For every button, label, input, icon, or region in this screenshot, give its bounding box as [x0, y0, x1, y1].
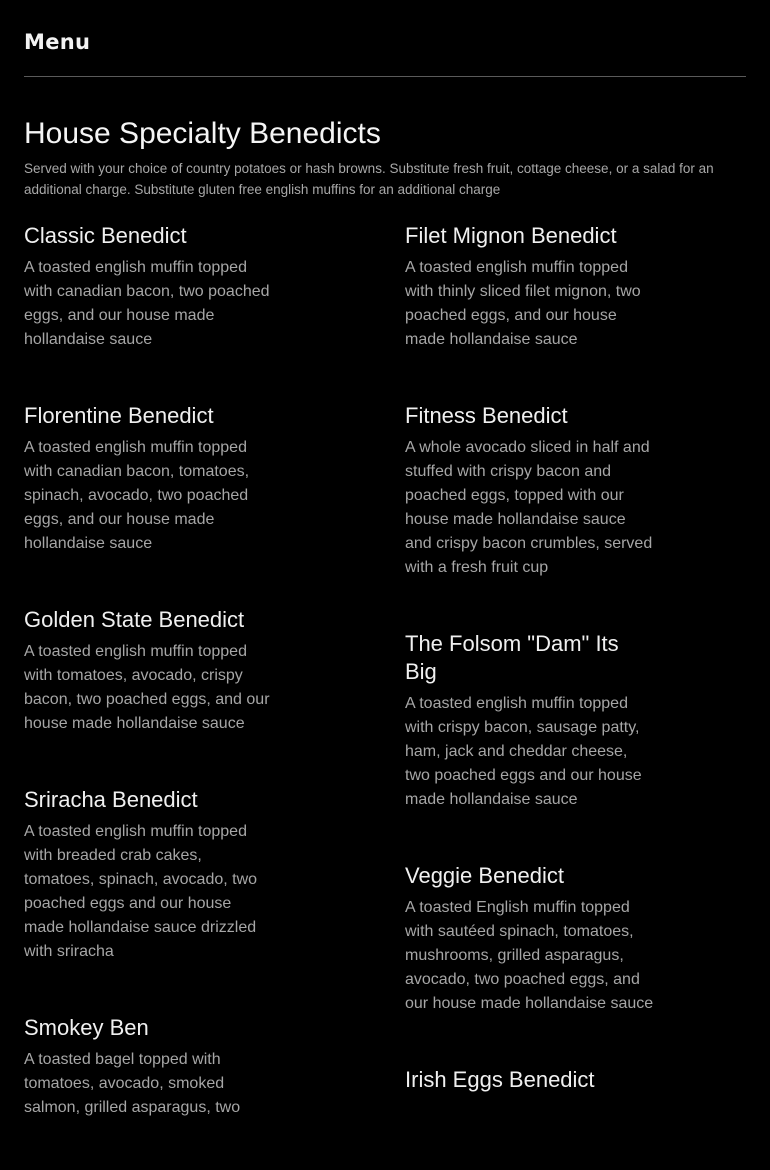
menu-item-description: A whole avocado sliced in half and stuffed with crispy bacon and poached eggs, topped with our house made hollandaise sauce and crispy bacon crumbles, served with a fresh fruit cup: [405, 439, 653, 576]
menu-item-name: Fitness Benedict: [405, 403, 568, 428]
menu-item-description: A toasted english muffin topped with tomatoes, avocado, crispy bacon, two poached eggs, and our house made hollandaise sauce: [24, 643, 270, 732]
section-description: Served with your choice of country potatoes or hash browns. Substitute fresh fruit, cottage cheese, or a salad for an additional charge. Substitute gluten free english muffins for an additional charge: [24, 161, 714, 197]
menu-column-right: [405, 222, 655, 1144]
menu-item-name: Golden State Benedict: [24, 607, 245, 632]
menu-item-name: Florentine Benedict: [24, 403, 214, 428]
menu-item: [24, 222, 274, 352]
menu-item-description: A toasted english muffin topped with canadian bacon, two poached eggs, and our house made hollandaise sauce: [24, 259, 270, 348]
menu-item: [24, 786, 274, 964]
menu-item-name: Filet Mignon Benedict: [405, 223, 617, 248]
menu-item: [24, 606, 274, 736]
menu-item-description: A toasted bagel topped with tomatoes, avocado, smoked salmon, grilled asparagus, two: [24, 1051, 241, 1116]
page-title: Menu: [24, 30, 91, 54]
menu-item: [405, 630, 655, 812]
menu-item-name: Classic Benedict: [24, 223, 187, 248]
section-title: House Specialty Benedicts: [24, 117, 381, 150]
menu-item-description: A toasted english muffin topped with breaded crab cakes, tomatoes, spinach, avocado, two poached eggs and our house made hollandaise sauce drizzled with sriracha: [24, 823, 258, 960]
menu-item: [24, 1014, 274, 1120]
menu-item-name: The Folsom "Dam" Its Big: [405, 631, 619, 684]
menu-column-left: [24, 222, 274, 1170]
page-header: [24, 0, 746, 77]
menu-item-name: Veggie Benedict: [405, 863, 565, 888]
menu-item-name: Smokey Ben: [24, 1015, 149, 1040]
menu-item-name: Sriracha Benedict: [24, 787, 198, 812]
menu-item-name: Irish Eggs Benedict: [405, 1067, 595, 1092]
menu-item: [24, 402, 274, 556]
menu-item: [405, 402, 655, 580]
menu-item: [405, 1066, 655, 1094]
menu-item-description: A toasted English muffin topped with sautéed spinach, tomatoes, mushrooms, grilled asparagus, avocado, two poached eggs, and our house made hollandaise sauce: [405, 899, 654, 1012]
menu-item: [405, 862, 655, 1016]
menu-item-description: A toasted english muffin topped with thinly sliced filet mignon, two poached eggs, and our house made hollandaise sauce: [405, 259, 641, 348]
menu-item-description: A toasted english muffin topped with crispy bacon, sausage patty, ham, jack and cheddar cheese, two poached eggs and our house made hollandaise sauce: [405, 695, 642, 808]
menu-item: [405, 222, 655, 352]
menu-item-description: A toasted english muffin topped with canadian bacon, tomatoes, spinach, avocado, two poached eggs, and our house made hollandaise sauce: [24, 439, 250, 552]
